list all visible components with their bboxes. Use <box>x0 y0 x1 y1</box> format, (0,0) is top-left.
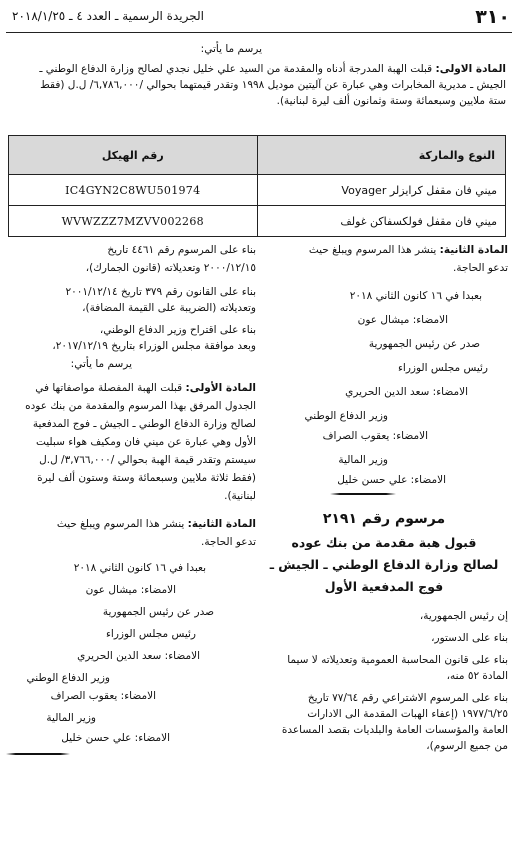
preamble-line: بناء على المرسوم رقم ٤٤٦١ تاريخ <box>107 244 256 256</box>
article1-line: المادة الاولى: قبلت الهبة المدرجة أدناه والمقدمة من السيد علي خليل نجدي لصالح وزارة الدفاع الوطني ـ <box>39 63 506 75</box>
signature-pm: الامضاء: سعد الدين الحريري <box>345 386 468 398</box>
article1-line: (فقط ثلاثة ملايين وسبعمائة وستة وستون ألف ليرة <box>37 472 256 484</box>
signature-president: الامضاء: ميشال عون <box>357 314 448 326</box>
preamble-line: بناء على المرسوم الاشتراعي رقم ٧٧/٦٤ تاريخ <box>307 692 508 704</box>
section-divider <box>6 751 70 757</box>
page-number: ٣١٠ <box>475 6 510 28</box>
signature-pm: الامضاء: سعد الدين الحريري <box>77 650 200 662</box>
pm-title: رئيس مجلس الوزراء <box>105 628 196 640</box>
article1-line: سيستم وتقدر قيمة الهبة بحوالي /٣,٧٦٦,٠٠٠/ ل.ل <box>39 454 256 466</box>
article-label: المادة الاولى: <box>435 63 506 75</box>
article1-line: الجدول المرفق بهذا المرسوم والمقدمة من بنك عوده <box>25 400 256 412</box>
signature-defense: الامضاء: يعقوب الصراف <box>322 430 428 442</box>
preamble-line: ٢٠٠٠/١٢/١٥ وتعديلاته (قانون الجمارك)، <box>85 262 256 274</box>
table-row <box>9 206 506 237</box>
article-label: المادة الثانية: <box>187 518 256 530</box>
table-cell-type: ميني فان مقفل فولكسفاكن غولف <box>257 206 506 237</box>
pm-title: رئيس مجلس الوزراء <box>397 362 488 374</box>
decrees-text: يرسم ما يأتي: <box>200 43 262 55</box>
preamble-line: بناء على القانون رقم ٣٧٩ تاريخ ٢٠٠١/١٢/١٤ <box>65 286 256 298</box>
article2-line: المادة الثانية: ينشر هذا المرسوم ويبلغ حيث <box>308 244 508 256</box>
signature-president: الامضاء: ميشال عون <box>85 584 176 596</box>
article1-line: المادة الأولى: قبلت الهبة المفصلة مواصفاتها في <box>35 382 256 394</box>
preamble-line: ١٩٧٧/٦/٢٥ (إعفاء الهبات المقدمة الى الادارات <box>307 708 508 720</box>
issued-by: صدر عن رئيس الجمهورية <box>102 606 214 618</box>
article2-line: تدعو الحاجة. <box>452 262 508 274</box>
preamble-line: بناء على قانون المحاسبة العمومية وتعديلاته لا سيما <box>287 654 508 666</box>
vehicles-table <box>8 135 506 237</box>
article-label: المادة الأولى: <box>185 382 256 394</box>
preamble-line: وبعد موافقة مجلس الوزراء بتاريخ ٢٠١٧/١٢/١٩، <box>52 340 256 352</box>
preamble-line: من جميع الرسوم)، <box>426 740 508 752</box>
section-divider <box>330 491 396 497</box>
sign-date: بعبدا في ١٦ كانون الثاني ٢٠١٨ <box>349 290 482 302</box>
decree-title-line: فوج المدفعية الأول <box>324 579 444 594</box>
preamble-line: إن رئيس الجمهورية، <box>419 610 508 622</box>
header-rule <box>6 32 512 33</box>
table-cell-chassis: IC4GYN2C8WU501974 <box>9 175 258 206</box>
decrees-text: يرسم ما يأتي: <box>70 358 132 370</box>
table-cell-type: ميني فان مقفل كرايزلر Voyager <box>257 175 506 206</box>
defense-title: وزير الدفاع الوطني <box>304 410 388 422</box>
signature-finance: الامضاء: علي حسن خليل <box>61 732 170 744</box>
article1-line: لبنانية). <box>224 490 256 502</box>
decree-title-line: لصالح وزارة الدفاع الوطني ـ الجيش ـ <box>269 557 499 572</box>
signature-defense: الامضاء: يعقوب الصراف <box>50 690 156 702</box>
publication-header: الجريدة الرسمية ـ العدد ٤ ـ ٢٠١٨/١/٢٥ <box>12 9 204 23</box>
article1-line: ستة ملايين وسبعمائة وستة وثمانون ألف ليرة لبنانية). <box>276 95 506 107</box>
issued-by: صدر عن رئيس الجمهورية <box>368 338 480 350</box>
table-header-chassis: رقم الهيكل <box>9 136 258 175</box>
article1-line: لصالح وزارة الدفاع الوطني ـ الجيش ـ فوج المدفعية <box>32 418 256 430</box>
article1-line: الأول وهي عبارة عن ميني فان ومكيف هواء سبليت <box>35 436 256 448</box>
finance-title: وزير المالية <box>338 454 388 466</box>
defense-title: وزير الدفاع الوطني <box>26 672 110 684</box>
article1-line: الجيش ـ مديرية المخابرات وهي عبارة عن آليتين موديل ١٩٩٨ وتقدر قيمتهما بحوالي /٦,٧٨٦,٠٠٠/ ل.ل (فقط <box>40 79 506 91</box>
decree-number: مرسوم رقم ٢١٩١ <box>322 511 446 527</box>
table-row <box>9 175 506 206</box>
article2-line: تدعو الحاجة. <box>200 536 256 548</box>
article2-line: المادة الثانية: ينشر هذا المرسوم ويبلغ حيث <box>56 518 256 530</box>
preamble-line: العامة والمؤسسات العامة والبلديات بقصد المساعدة <box>281 724 508 736</box>
sign-date: بعبدا في ١٦ كانون الثاني ٢٠١٨ <box>73 562 206 574</box>
preamble-line: وتعديلاته (الضريبة على القيمة المضافة)، <box>82 302 256 314</box>
preamble-line: بناء على الدستور، <box>431 632 508 644</box>
decree-title-line: قبول هبة مقدمة من بنك عوده <box>291 535 477 550</box>
article-label: المادة الثانية: <box>439 244 508 256</box>
preamble-line: بناء على اقتراح وزير الدفاع الوطني، <box>99 324 256 336</box>
table-header-type: النوع والماركة <box>257 136 506 175</box>
table-cell-chassis: WVWZZZ7MZVV002268 <box>9 206 258 237</box>
table-header-row <box>9 136 506 175</box>
preamble-line: المادة ٥٢ منه، <box>446 670 508 682</box>
signature-finance: الامضاء: علي حسن خليل <box>337 474 446 486</box>
finance-title: وزير المالية <box>46 712 96 724</box>
